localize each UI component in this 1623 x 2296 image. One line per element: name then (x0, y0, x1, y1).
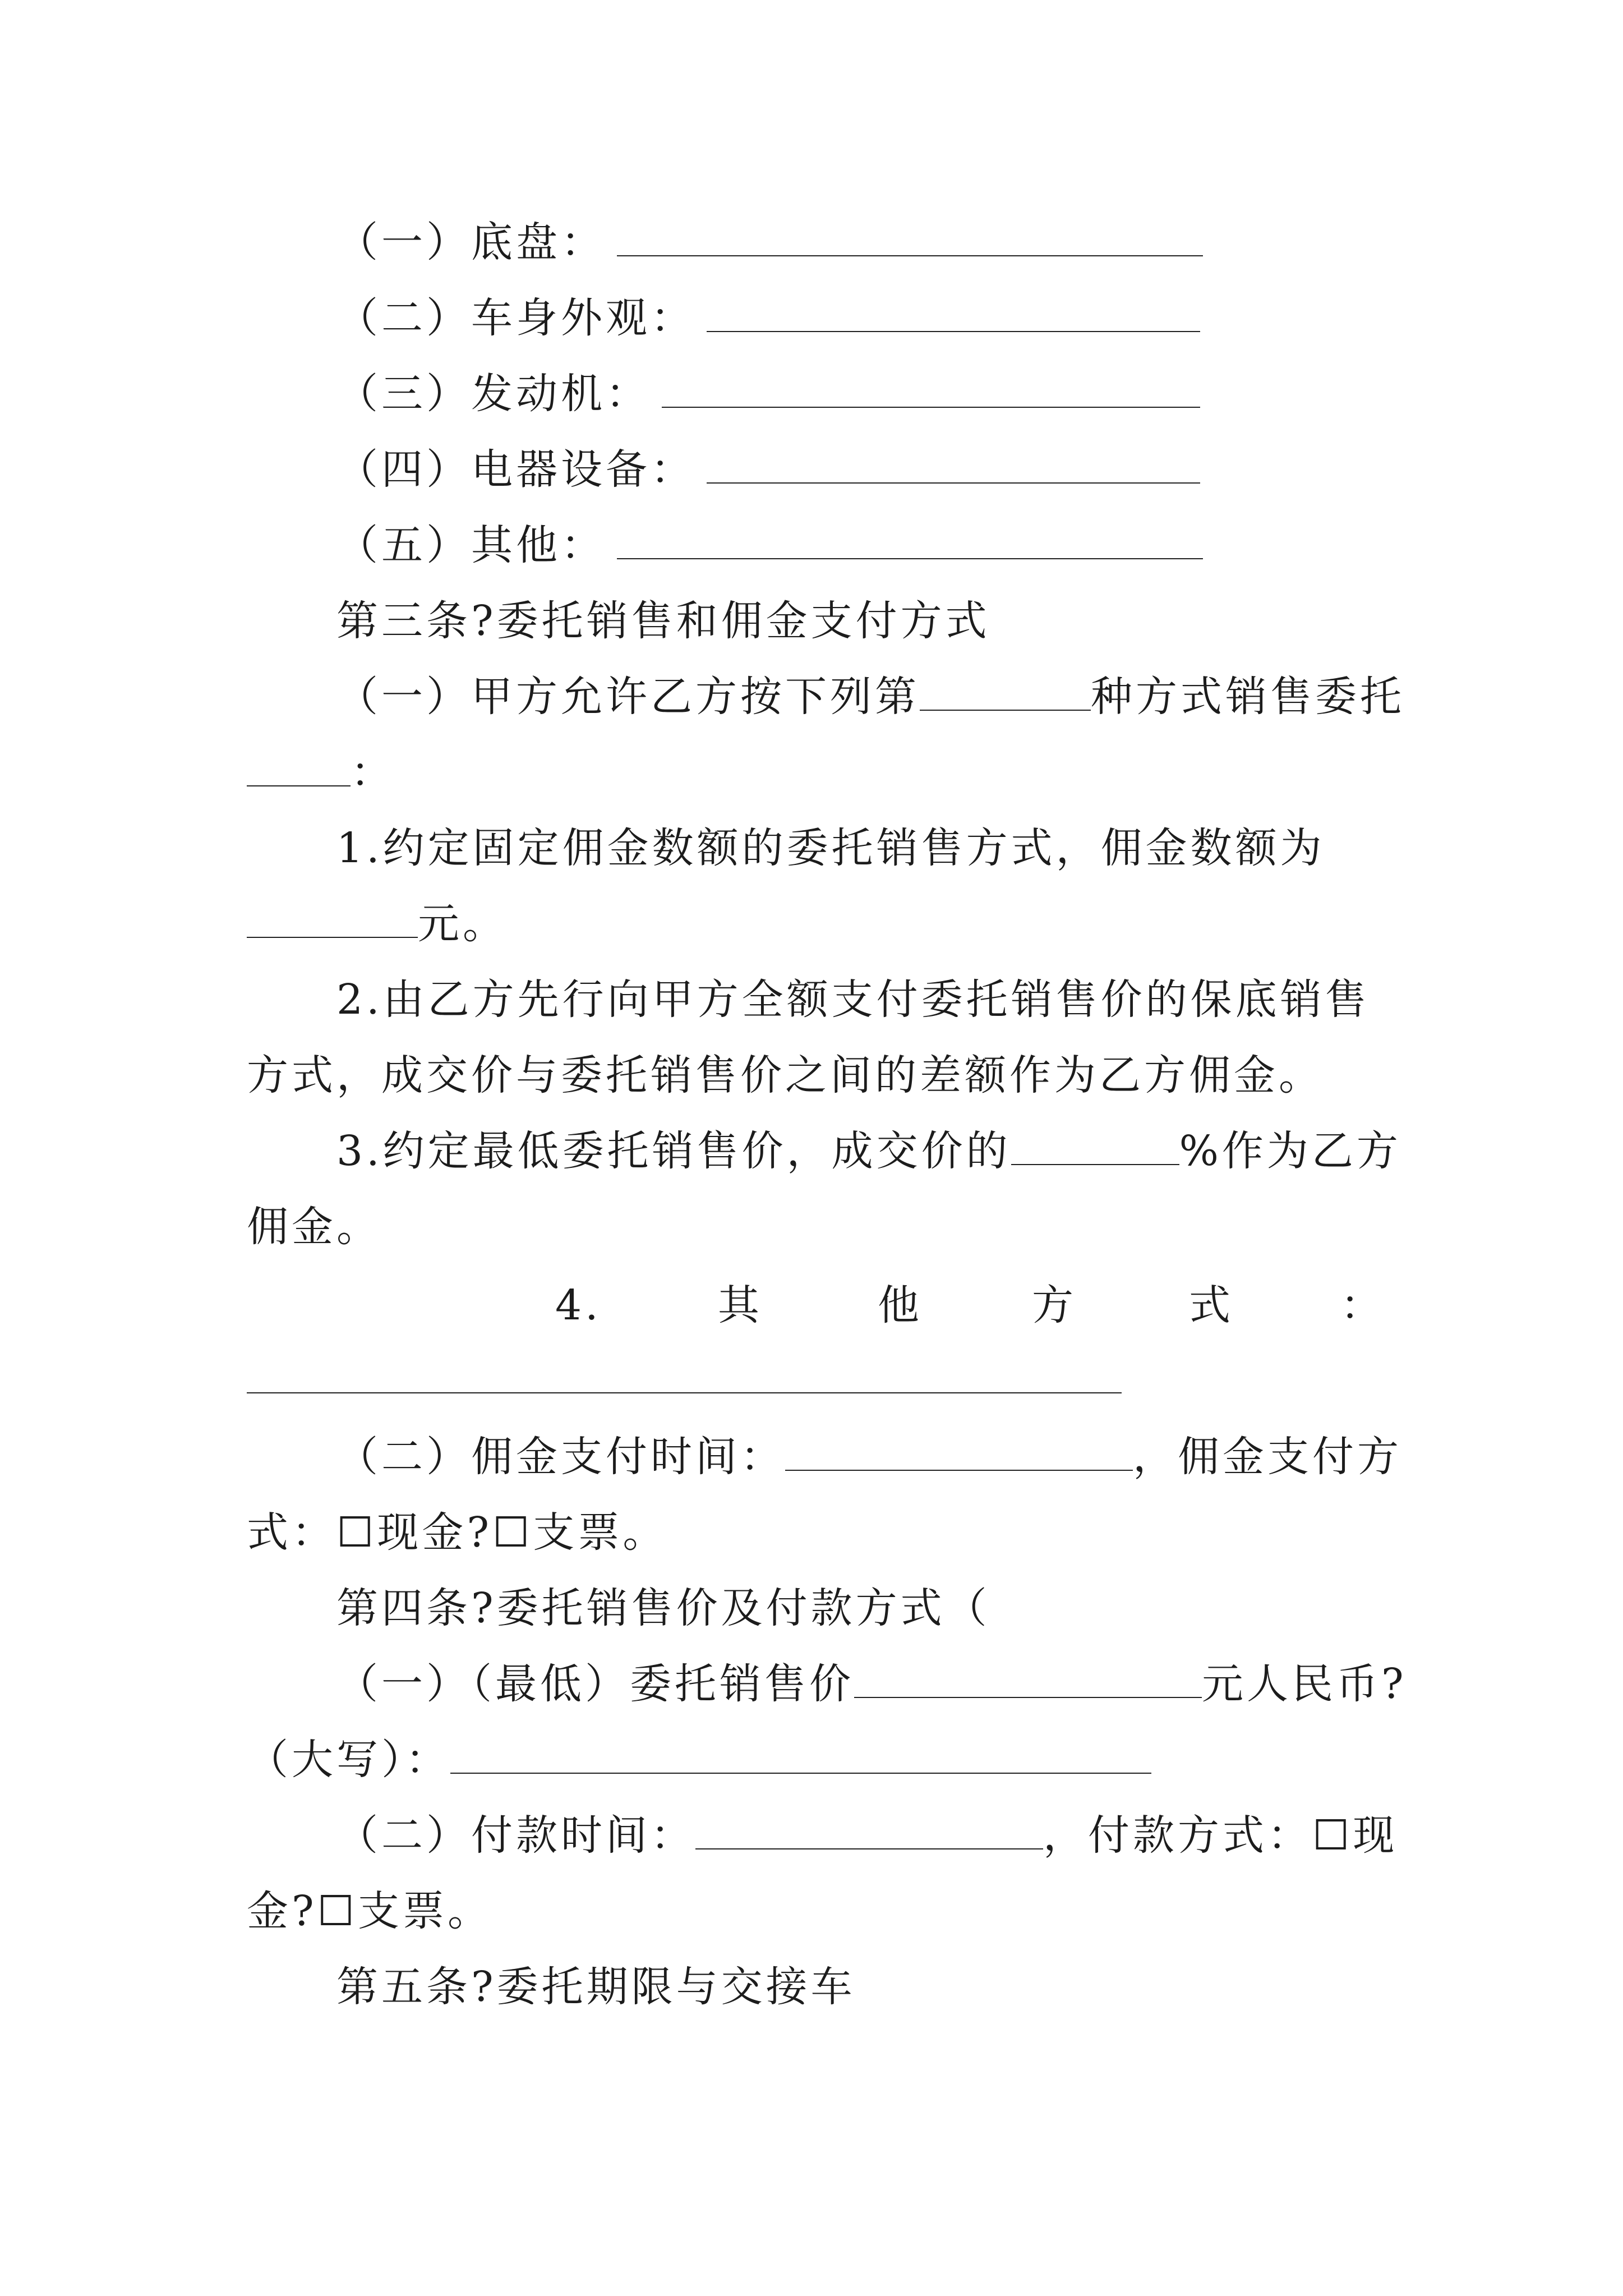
option4-word-2: 其 (718, 1281, 763, 1329)
engine-label: （三）发动机： (336, 370, 651, 418)
electrical-blank[interactable] (707, 449, 1200, 484)
option2-line2: 方式，成交价与委托销售价之间的差额作为乙方佣金。 (247, 1051, 1324, 1099)
other-label: （五）其他： (336, 521, 606, 569)
article3-item1-tail: ： (351, 748, 395, 797)
option4-word-5: 式 (1189, 1281, 1234, 1329)
article4-item1-cont (247, 1736, 1151, 1784)
electrical-item (336, 445, 1200, 494)
price-in-words-blank[interactable] (450, 1739, 1151, 1774)
article3-item1-suffix: 种方式销售委托 (1091, 673, 1405, 721)
article4-item2-cont: 金?☐支票。 (247, 1887, 493, 1935)
engine-item (336, 370, 1200, 418)
vehicle-blank[interactable] (247, 752, 351, 786)
body-label: （二）车身外观： (336, 294, 695, 342)
option2-line1: 2.由乙方先行向甲方全额支付委托销售价的保底销售 (336, 976, 1370, 1024)
option4-word-4: 方 (1032, 1281, 1077, 1329)
method-number-blank[interactable] (920, 676, 1091, 711)
article4-item1-prefix: （一）（最低）委托销售价 (336, 1660, 854, 1708)
article5-heading: 第五条?委托期限与交接车 (336, 1963, 856, 2011)
engine-blank[interactable] (662, 373, 1200, 408)
article4-item1-tail: （大写）： (247, 1736, 450, 1784)
body-item (336, 294, 1200, 342)
chassis-item (336, 218, 1203, 266)
article3-item1-prefix: （一）甲方允许乙方按下列第 (336, 673, 920, 721)
article3-item2-suffix: ，佣金支付方 (1133, 1433, 1402, 1481)
article3-heading: 第三条?委托销售和佣金支付方式 (336, 597, 990, 645)
electrical-label: （四）电器设备： (336, 445, 695, 494)
option3-suffix: %作为乙方 (1179, 1127, 1401, 1175)
article3-item2-prefix: （二）佣金支付时间： (336, 1433, 785, 1481)
other-blank[interactable] (617, 524, 1203, 559)
article4-item2-suffix: ，付款方式：☐现 (1043, 1811, 1398, 1860)
article3-item1-cont (247, 748, 395, 797)
option4-word-3: 他 (878, 1281, 923, 1329)
option4-word-1: 4. (555, 1281, 602, 1329)
chassis-label: （一）底盘： (336, 218, 606, 266)
article4-item2 (336, 1811, 1398, 1860)
sale-price-blank[interactable] (854, 1663, 1202, 1698)
body-blank[interactable] (707, 297, 1200, 332)
other-method-blank[interactable] (247, 1392, 1122, 1393)
option3 (336, 1127, 1401, 1175)
option3-prefix: 3.约定最低委托销售价，成交价的 (336, 1127, 1011, 1175)
payment-time-blank[interactable] (695, 1815, 1043, 1849)
article4-item1-suffix: 元人民币? (1202, 1660, 1407, 1708)
option1-tail: 元。 (418, 900, 508, 948)
other-item (336, 521, 1203, 569)
article4-item2-prefix: （二）付款时间： (336, 1811, 695, 1860)
option1: 1.约定固定佣金数额的委托销售方式，佣金数额为 (336, 824, 1325, 872)
option4-word-6: ： (1340, 1281, 1385, 1329)
article3-item2-cont: 式：☐现金?☐支票。 (247, 1508, 668, 1557)
article4-item1 (336, 1660, 1407, 1708)
chassis-blank[interactable] (617, 222, 1203, 256)
article3-item2 (336, 1433, 1402, 1481)
commission-amount-blank[interactable] (247, 903, 418, 938)
commission-time-blank[interactable] (785, 1436, 1133, 1471)
option1-cont (247, 900, 508, 948)
article3-item1 (336, 673, 1405, 721)
article4-heading: 第四条?委托销售价及付款方式（ (336, 1584, 990, 1632)
option3-cont: 佣金。 (247, 1203, 381, 1251)
percent-blank[interactable] (1011, 1130, 1179, 1165)
